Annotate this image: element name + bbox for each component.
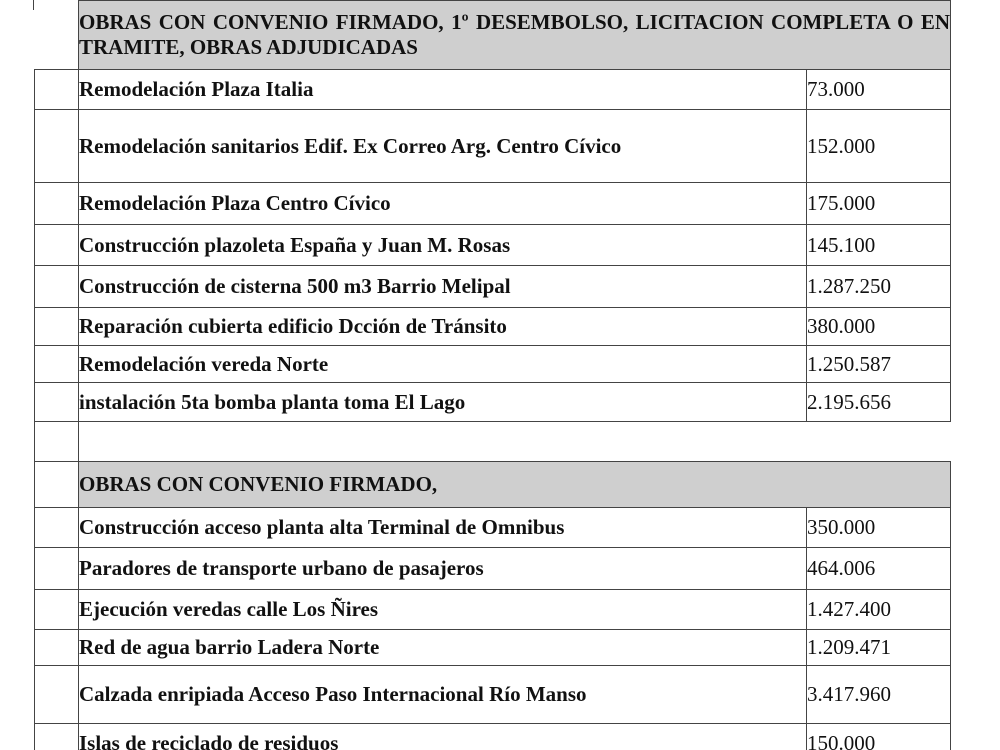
table-row [35,110,951,183]
blank-cell [35,724,79,750]
work-name: Remodelación vereda Norte [79,346,807,383]
blank-cell [35,508,79,548]
work-name: Red de agua barrio Ladera Norte [79,630,807,666]
table-row [35,724,951,750]
blank-cell [35,266,79,308]
work-name: Islas de reciclado de residuos [79,724,807,750]
blank-cell [35,462,79,508]
work-amount: 1.287.250 [807,266,951,308]
work-amount: 1.250.587 [807,346,951,383]
work-amount: 1.427.400 [807,590,951,630]
section-title: OBRAS CON CONVENIO FIRMADO, 1º DESEMBOLSO, LICITACION COMPLETA O EN TRAMITE, OBRAS ADJUDICADAS [79,1,951,70]
work-amount: 3.417.960 [807,666,951,724]
work-name: Construcción plazoleta España y Juan M. Rosas [79,225,807,266]
blank-cell [35,666,79,724]
work-amount: 175.000 [807,183,951,225]
work-amount: 1.209.471 [807,630,951,666]
table-row [35,183,951,225]
work-name: Ejecución veredas calle Los Ñires [79,590,807,630]
work-amount: 73.000 [807,70,951,110]
blank-cell [35,548,79,590]
blank-cell [35,183,79,225]
table-row [35,266,951,308]
table-row [35,225,951,266]
blank-cell [35,308,79,346]
work-amount: 150.000 [807,724,951,750]
table-row [35,590,951,630]
work-amount: 464.006 [807,548,951,590]
work-name: Calzada enripiada Acceso Paso Internacional Río Manso [79,666,807,724]
blank-cell [35,383,79,422]
blank-cell [35,225,79,266]
work-name: Remodelación Plaza Italia [79,70,807,110]
table-row [35,70,951,110]
work-name: Reparación cubierta edificio Dcción de Tránsito [79,308,807,346]
blank-cell [35,422,79,462]
work-amount: 2.195.656 [807,383,951,422]
table-row [35,666,951,724]
table-row [35,630,951,666]
spacer-row [35,422,951,462]
work-name: Paradores de transporte urbano de pasajeros [79,548,807,590]
blank-cell [35,70,79,110]
table-row [35,548,951,590]
blank-cell [35,346,79,383]
section-header-row [35,462,951,508]
blank-cell [35,1,79,70]
table-row [35,308,951,346]
blank-cell [35,590,79,630]
work-amount: 350.000 [807,508,951,548]
work-amount: 152.000 [807,110,951,183]
section-header-row [35,1,951,70]
work-amount: 380.000 [807,308,951,346]
blank-cell [35,630,79,666]
works-table [34,0,951,750]
margin-mark [0,0,34,72]
table-row [35,508,951,548]
blank-cell [35,110,79,183]
table-row [35,346,951,383]
work-name: Construcción acceso planta alta Terminal de Omnibus [79,508,807,548]
work-name: Construcción de cisterna 500 m3 Barrio Melipal [79,266,807,308]
work-name: Remodelación sanitarios Edif. Ex Correo Arg. Centro Cívico [79,110,807,183]
work-amount: 145.100 [807,225,951,266]
blank-cell [79,422,951,462]
table-row [35,383,951,422]
work-name: Remodelación Plaza Centro Cívico [79,183,807,225]
section-title: OBRAS CON CONVENIO FIRMADO, [79,462,951,508]
work-name: instalación 5ta bomba planta toma El Lago [79,383,807,422]
